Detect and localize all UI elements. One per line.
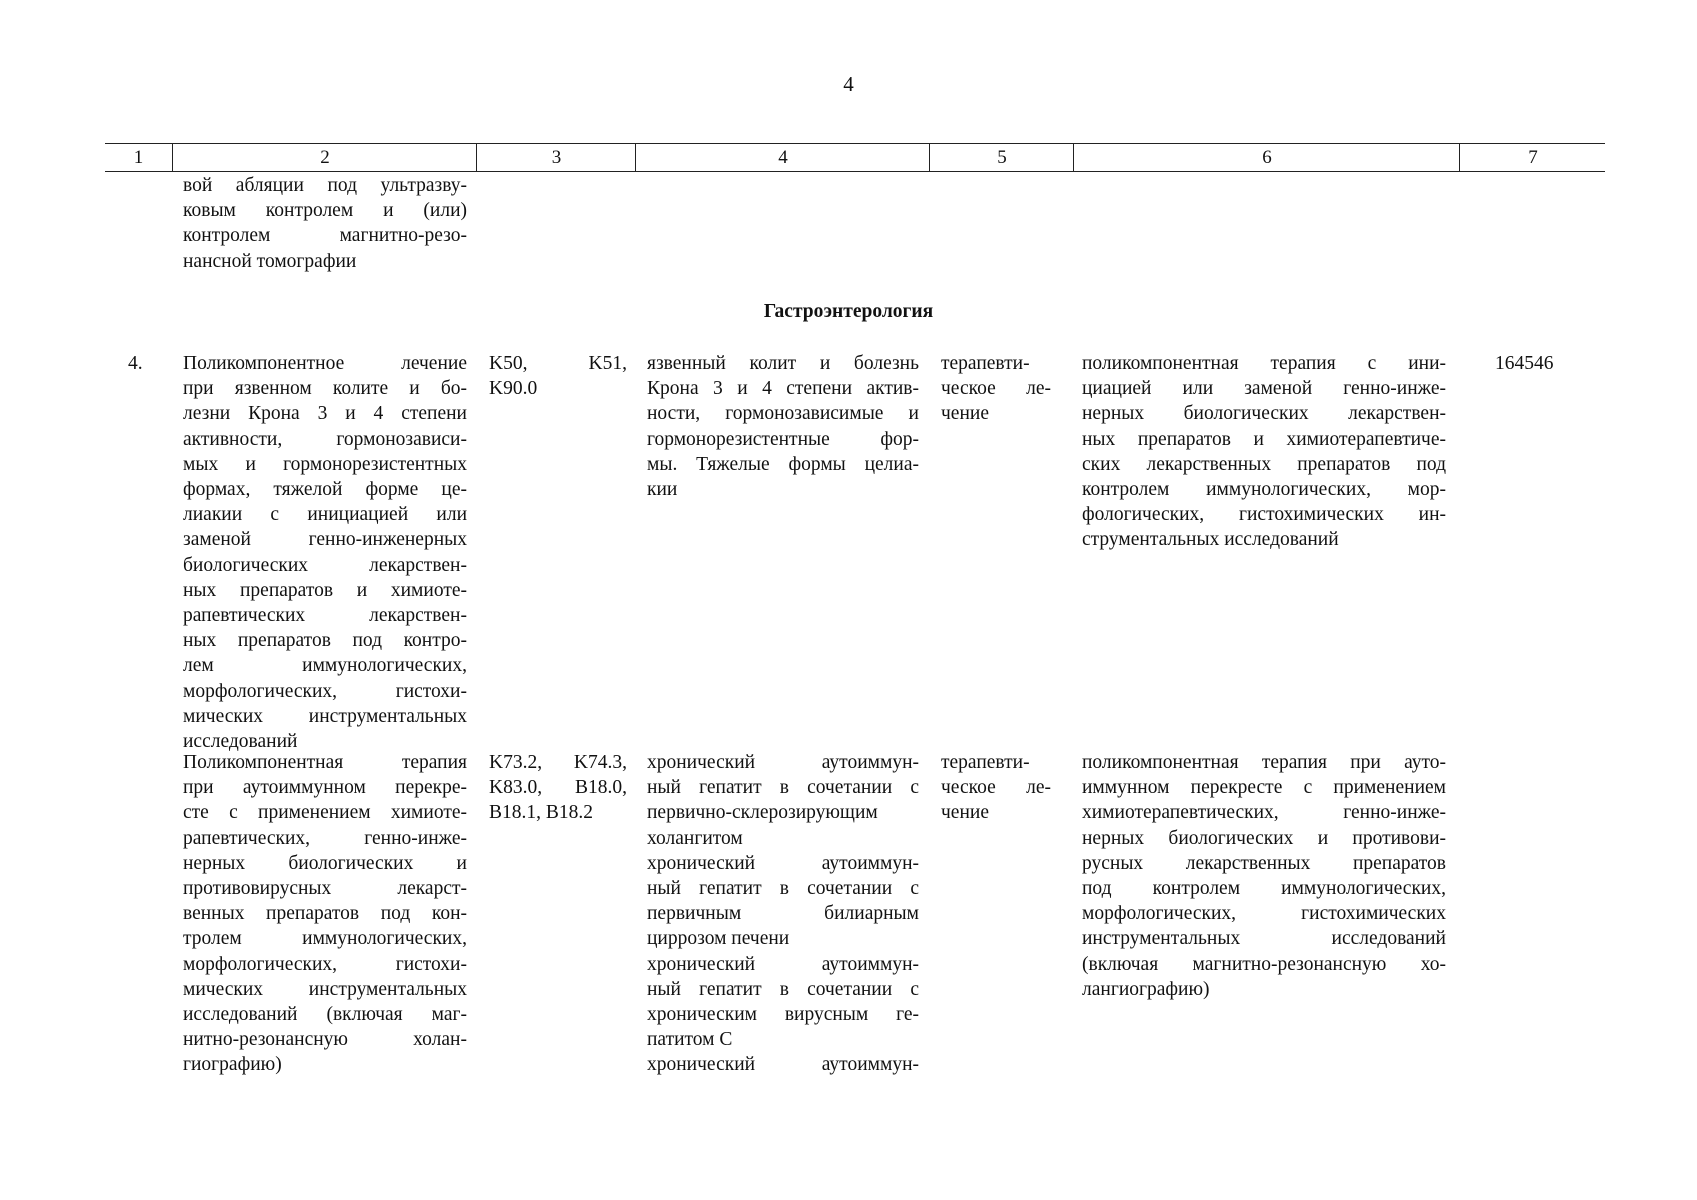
text-line: мических инструментальных (183, 978, 467, 1000)
text-line: морфологических, гистохи- (183, 953, 467, 975)
row2-col6 (1082, 750, 1446, 1002)
text-line: нансной томографии (183, 250, 357, 272)
text-line: поликомпонентная терапия с ини- (1082, 353, 1446, 374)
text-line: лем иммунологических, (183, 655, 467, 677)
text-line: мических инструментальных (183, 705, 467, 727)
text-line: циррозом печени (647, 928, 790, 950)
text-line: активности, гормонозависи- (183, 428, 467, 450)
text-line: под контролем иммунологических, (1082, 878, 1446, 900)
text-line: хронический аутоиммун- (647, 1054, 919, 1076)
text-line: контролем иммунологических, мор- (1082, 479, 1446, 501)
text-line: хронический аутоиммун- (647, 852, 919, 874)
text-line: противовирусных лекарст- (183, 878, 467, 900)
text-line: K73.2, K74.3, (489, 752, 627, 773)
text-line: биологических лекарствен- (183, 554, 467, 576)
page-number: 4 (843, 72, 854, 96)
text-line: патитом С (647, 1029, 733, 1051)
row1-col6 (1082, 351, 1446, 553)
text-line: контролем магнитно-резо- (183, 225, 467, 247)
text-line: поликомпонентная терапия при ауто- (1082, 752, 1446, 773)
text-line: ности, гормонозависимые и (647, 403, 919, 425)
text-line: ных препаратов под контро- (183, 630, 467, 652)
text-line: вой абляции под ультразву- (183, 175, 467, 196)
text-line: ческое ле- (941, 378, 1051, 400)
text-line: хроническим вирусным ге- (647, 1004, 919, 1026)
row1-col5 (941, 351, 1051, 427)
text-line: терапевти- (941, 353, 1030, 374)
text-line: рапевтических лекарствен- (183, 605, 467, 627)
text-line: терапевти- (941, 752, 1030, 773)
text-line: Поликомпонентное лечение (183, 353, 467, 374)
text-line: кии (647, 479, 678, 501)
text-line: K90.0 (489, 378, 538, 400)
text-line: хронический аутоиммун- (647, 752, 919, 773)
text-line: (включая магнитно-резонансную хо- (1082, 953, 1446, 975)
text-line: инструментальных исследований (1082, 928, 1446, 950)
text-line: гормонорезистентные фор- (647, 428, 919, 450)
text-line: исследований (183, 731, 298, 753)
text-line: первичным билиарным (647, 903, 919, 925)
row-number: 4. (128, 353, 143, 374)
text-line: сте с применением химиоте- (183, 802, 467, 824)
text-line: первично-склерозирующим (647, 802, 878, 824)
text-line: лиакии с инициацией или (183, 504, 467, 526)
text-line: нерных биологических и противови- (1082, 827, 1446, 849)
text-line: нерных биологических лекарствен- (1082, 403, 1446, 425)
text-line: холангитом (647, 827, 743, 849)
text-line: тролем иммунологических, (183, 928, 467, 950)
text-line: ских лекарственных препаратов под (1082, 453, 1446, 475)
text-line: химиотерапевтических, генно-инже- (1082, 802, 1446, 824)
text-line: ных препаратов и химиоте- (183, 579, 467, 601)
text-line: Поликомпонентная терапия (183, 752, 467, 773)
header-col-3: 3 (476, 144, 636, 171)
text-line: формах, тяжелой форме це- (183, 479, 467, 501)
header-col-6: 6 (1073, 144, 1460, 171)
text-line: нитно-резонансную холан- (183, 1029, 467, 1051)
header-col-7: 7 (1459, 144, 1606, 171)
text-line: чение (941, 403, 989, 425)
header-col-4: 4 (635, 144, 930, 171)
text-line: морфологических, гистохи- (183, 680, 467, 702)
text-line: ных препаратов и химиотерапевтиче- (1082, 428, 1446, 450)
text-line: заменой генно-инженерных (183, 529, 467, 551)
text-line: Крона 3 и 4 степени актив- (647, 378, 919, 400)
text-line: ковым контролем и (или) (183, 200, 467, 222)
row2-col4 (647, 750, 919, 1078)
text-line: лангиографию) (1082, 978, 1210, 1000)
row1-col2 (183, 351, 467, 754)
text-line: циацией или заменой генно-инже- (1082, 378, 1446, 400)
text-line: струментальных исследований (1082, 529, 1339, 551)
row1-col4 (647, 351, 919, 502)
table-header-row (105, 143, 1605, 172)
text-line: ный гепатит в сочетании с (647, 978, 919, 1000)
header-col-5: 5 (929, 144, 1074, 171)
continuation-col2 (183, 173, 467, 274)
text-line: мы. Тяжелые формы целиа- (647, 453, 919, 475)
text-line: ческое ле- (941, 777, 1051, 799)
text-line: гиографию) (183, 1054, 282, 1076)
text-line: язвенный колит и болезнь (647, 353, 919, 374)
header-col-1: 1 (133, 147, 144, 168)
section-title: Гастроэнтерология (763, 301, 934, 322)
text-line: венных препаратов под кон- (183, 903, 467, 925)
text-line: нерных биологических и (183, 852, 467, 874)
text-line: русных лекарственных препаратов (1082, 852, 1446, 874)
text-line: рапевтических, генно-инже- (183, 827, 467, 849)
text-line: ный гепатит в сочетании с (647, 878, 919, 900)
text-line: исследований (включая маг- (183, 1004, 467, 1026)
text-line: K50, K51, (489, 353, 627, 374)
text-line: фологических, гистохимических ин- (1082, 504, 1446, 526)
text-line: ный гепатит в сочетании с (647, 777, 919, 799)
text-line: чение (941, 802, 989, 824)
text-line: хронический аутоиммун- (647, 953, 919, 975)
text-line: лезни Крона 3 и 4 степени (183, 403, 467, 425)
text-line: при аутоиммунном перекре- (183, 777, 467, 799)
row1-col7: 164546 (1495, 353, 1554, 374)
text-line: K83.0, B18.0, (489, 777, 627, 799)
row1-col3 (489, 351, 627, 401)
row2-col3 (489, 750, 627, 826)
text-line: иммунном перекресте с применением (1082, 777, 1446, 799)
text-line: при язвенном колите и бо- (183, 378, 467, 400)
text-line: морфологических, гистохимических (1082, 903, 1446, 925)
text-line: мых и гормонорезистентных (183, 453, 467, 475)
text-line: B18.1, B18.2 (489, 802, 594, 824)
row2-col2 (183, 750, 467, 1078)
row2-col5 (941, 750, 1051, 826)
header-col-2: 2 (172, 144, 477, 171)
